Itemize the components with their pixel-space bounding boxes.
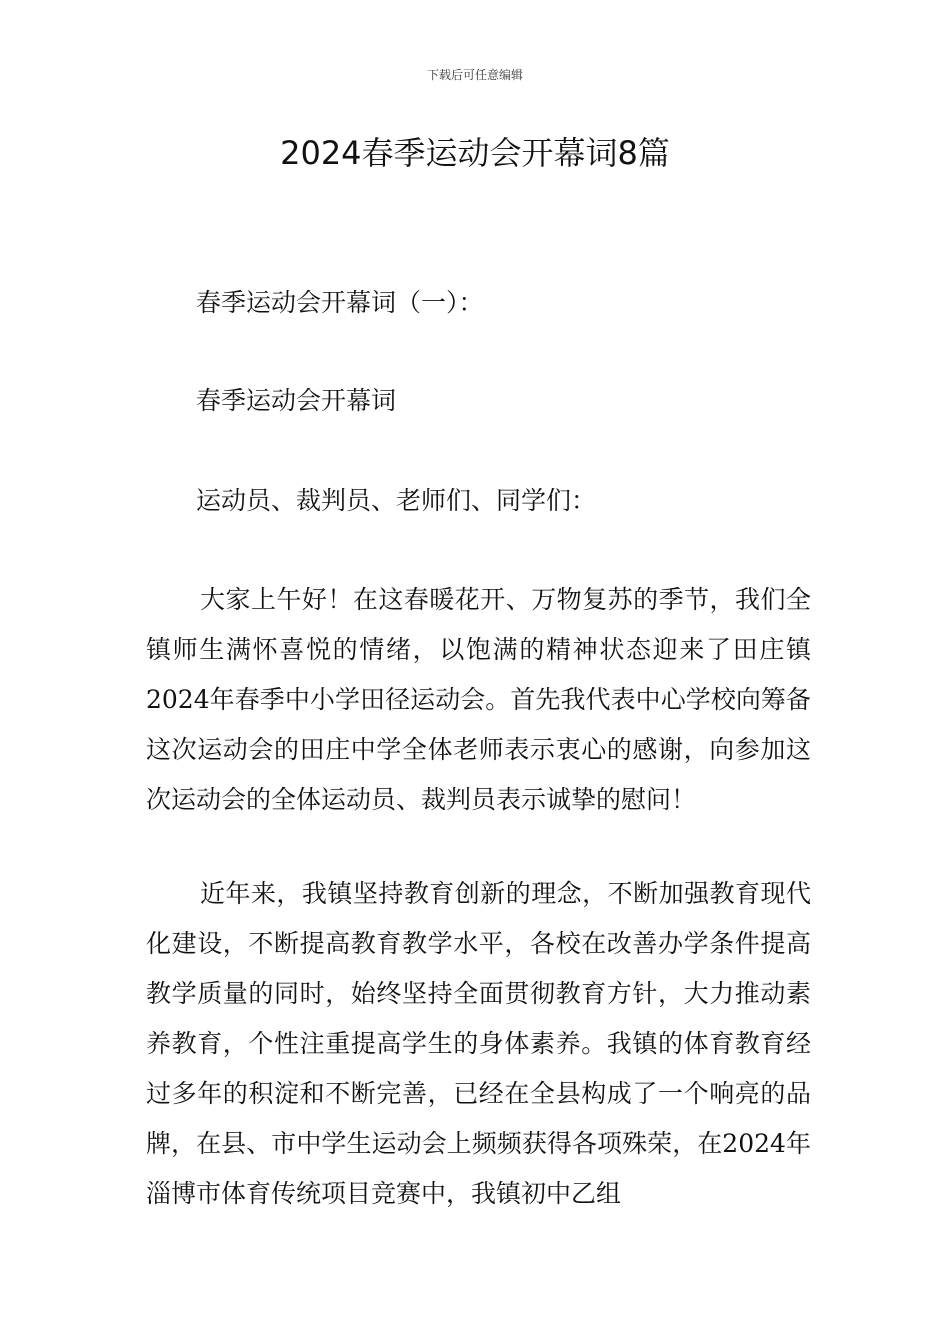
paragraph-2: 近年来，我镇坚持教育创新的理念，不断加强教育现代化建设，不断提高教育教学水平，各校在改善办学条件提高教学质量的同时，始终坚持全面贯彻教育方针，大力推动素养教育，个性注重提高学生的身体素养。我镇的体育教育经过多年的积淀和不断完善，已经在全县构成了一个响亮的品牌，在县、市中学生运动会上频频获得各项殊荣，在2024年淄博市体育传统项目竞赛中，我镇初中乙组 [146, 879, 811, 1208]
sub-heading: 春季运动会开幕词 [196, 386, 397, 415]
document-title: 2024春季运动会开幕词8篇 [280, 134, 670, 172]
salutation: 运动员、裁判员、老师们、同学们： [196, 486, 597, 515]
section-heading: 春季运动会开幕词（一）： [196, 288, 484, 317]
header-note: 下载后可任意编辑 [426, 68, 523, 82]
paragraph-1: 大家上午好！在这春暖花开、万物复苏的季节，我们全镇师生满怀喜悦的情绪，以饱满的精神状态迎来了田庄镇2024年春季中小学田径运动会。首先我代表中心学校向筹备这次运动会的田庄中学全体老师表示衷心的感谢，向参加这次运动会的全体运动员、裁判员表示诚挚的慰问！ [146, 585, 811, 814]
